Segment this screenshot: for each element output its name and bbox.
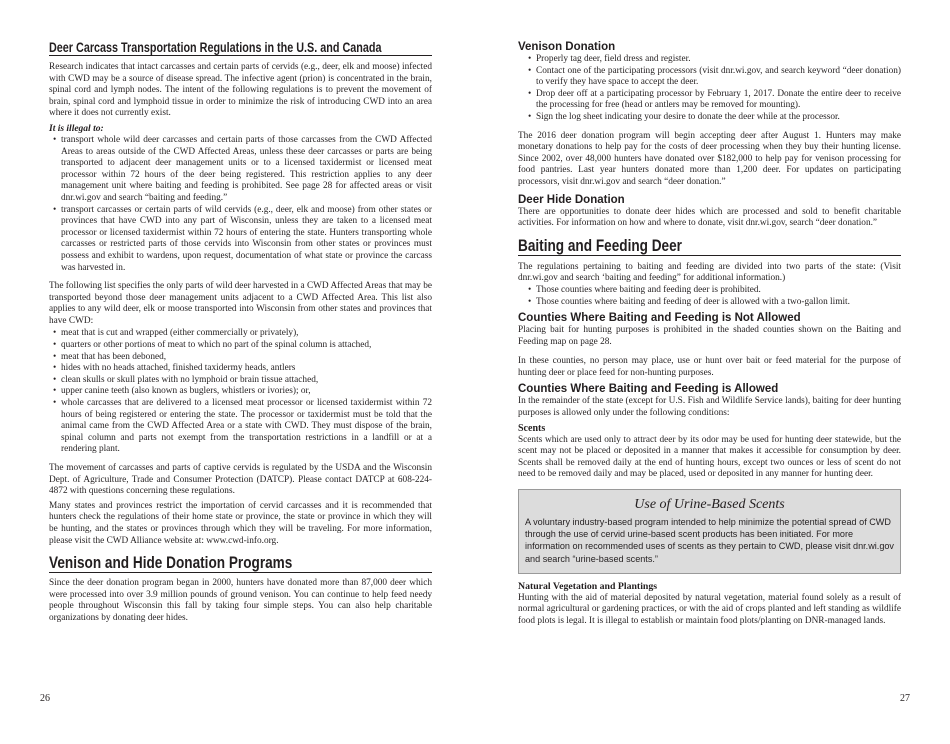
illegal-list <box>49 135 432 274</box>
venison-step: • Properly tag deer, field dress and register. <box>524 54 901 66</box>
illegal-item: • transport carcasses or certain parts of wild cervids (e.g., deer, elk and moose) from other states or provinces that have CWD into any part of Wisconsin, unless they are taken to a licensed meat processor or licensed taxidermist within 72 hours of entering the state. Hunters transporting whole carcasses or restricted parts of those cervids into Wisconsin from other states or provinces must possess and exhibit to wardens, upon request, documentation of what state or province the carcass was harvested in. <box>49 205 432 275</box>
right-page <box>518 40 901 628</box>
baiting-heading-wrap <box>518 236 901 256</box>
venison-paragraph: The 2016 deer donation program will begin accepting deer after August 1. Hunters may make monetary donations to help pay for the costs of deer processing when they buy their hunting license. Since 2002, over 48,000 hunters have donated over $182,000 to help pay for venison processing for food pantries. Last year hunters donated more than 1,200 deer. For updates on participating processors, visit dnr.wi.gov and search “deer donation.” <box>518 130 901 187</box>
carcass-heading-wrap <box>49 40 432 56</box>
urine-scents-box <box>518 489 901 574</box>
vegetation-heading: Natural Vegetation and Plantings <box>518 580 658 592</box>
baiting-item: • Those counties where baiting and feeding of deer is allowed with a two-gallon limit. <box>524 297 901 309</box>
parts-list <box>49 328 432 456</box>
parts-item: • whole carcasses that are delivered to a licensed meat processor or licensed taxidermist within 72 hours of being registered or entering the state. The processor or taxidermist must be told that the animal came from the CWD Affected Area or a state with CWD. They must dispose of the brain, spinal column and parts not exempt from the transportation restrictions in a landfill or at a rendering plant. <box>49 398 432 456</box>
states-paragraph: Many states and provinces restrict the importation of cervid carcasses and it is recommended that hunters check the regulations of their home state or province, the state or province in which they will be hunting, and the states or provinces through which they will be traveling. For more information, please visit the CWD Alliance website at: www.cwd-info.org. <box>49 500 432 546</box>
donation-heading: Venison and Hide Donation Programs <box>49 553 293 573</box>
baiting-paragraph: The regulations pertaining to baiting and feeding are divided into two parts of the state: (Visit dnr.wi.gov and search ‘baiting and feeding” for additional information.) <box>518 261 901 284</box>
illegal-item: • transport whole wild deer carcasses and certain parts of those carcasses from the CWD Affected Areas to areas outside of the CWD Affected Areas, unless these deer carcasses or parts are being transported to adjacent deer management units or to a licensed taxidermist or licensed meat processor within 72 hours of the deer being registered. This restriction applies to any deer management unit where baiting and feeding is prohibited. See page 28 for affected areas or visit dnr.wi.gov and search “baiting and feeding.” <box>49 135 432 205</box>
not-allowed-heading: Counties Where Baiting and Feeding is Not Allowed <box>518 312 801 325</box>
venison-step: • Contact one of the participating processors (visit dnr.wi.gov, and search keyword “deer donation) to verify they have space to accept the deer. <box>524 66 901 89</box>
urine-scents-paragraph: A voluntary industry-based program intended to help minimize the potential spread of CWD through the use of cervid urine-based scent products has been initiated. For more information on recommended uses of scents as they pertain to CWD, please visit dnr.wi.gov and search “urine-based scents.” <box>525 517 894 564</box>
urine-scents-title: Use of Urine-Based Scents <box>634 497 785 513</box>
donation-paragraph: Since the deer donation program began in 2000, hunters have donated more than 87,000 deer which were processed into over 3.9 million pounds of ground venison. You can continue to help feed needy people throughout Wisconsin this fall by taking four simple steps. You can also help charitable organizations by donating deer hides. <box>49 578 432 623</box>
not-allowed-paragraph-2: In these counties, no person may place, use or hunt over bait or feed material for the purpose of hunting deer or place feed for non-hunting purposes. <box>518 356 901 378</box>
carcass-heading: Deer Carcass Transportation Regulations in the U.S. and Canada <box>49 40 382 55</box>
venison-steps <box>524 54 901 124</box>
parts-item: • meat that is cut and wrapped (either commercially or privately), <box>49 328 432 340</box>
allowed-heading: Counties Where Baiting and Feeding is Allowed <box>518 383 779 396</box>
carcass-intro: Research indicates that intact carcasses and certain parts of cervids (e.g., deer, elk and moose) infected with CWD may be a source of disease spread. The infective agent (prion) is concentrated in the brain, spinal cord and lymph nodes. The intent of the following regulations is to prevent the movement of brain, spinal cord and lymphoid tissue in order to minimize the risk of introducing CWD into an area where it does not currently exist. <box>49 62 432 119</box>
baiting-heading: Baiting and Feeding Deer <box>518 235 682 255</box>
parts-item: • clean skulls or skull plates with no lymphoid or brain tissue attached, <box>49 375 432 387</box>
allowed-paragraph: In the remainder of the state (except for U.S. Fish and Wildlife Service lands), baiting for deer hunting purposes is allowed only under the following conditions: <box>518 396 901 419</box>
parts-item: • hides with no heads attached, finished taxidermy heads, antlers <box>49 363 432 375</box>
not-allowed-paragraph-1: Placing bait for hunting purposes is prohibited in the shaded counties shown on the Baiting and Feeding map on page 28. <box>518 325 901 347</box>
parts-list-intro: The following list specifies the only parts of wild deer harvested in a CWD Affected Areas that may be transported beyond those deer management units adjacent to a CWD Affected Area. This list also applies to any wild deer, elk or moose transported into Wisconsin from other states and provinces that have CWD: <box>49 281 432 326</box>
baiting-item: • Those counties where baiting and feeding deer is prohibited. <box>524 285 901 297</box>
vegetation-paragraph: Hunting with the aid of material deposited by natural vegetation, material found solely as a result of normal agricultural or gardening practices, or with the aid of crops planted and left standing as wildlife food plots is legal. It is illegal to establish or maintain food plots/planting on DNR-managed lands. <box>518 592 901 627</box>
venison-step: • Sign the log sheet indicating your desire to donate the deer while at the processor. <box>524 112 901 124</box>
scents-heading: Scents <box>518 422 546 434</box>
venison-step: • Drop deer off at a participating processor by February 1, 2017. Donate the entire deer to receive the processing for free (head or antlers may be removed for mounting). <box>524 89 901 112</box>
captive-paragraph: The movement of carcasses and parts of captive cervids is regulated by the USDA and the Wisconsin Dept. of Agriculture, Trade and Consumer Protection (DATCP). Please contact DATCP at 608-224-4872 with questions concerning these regulations. <box>49 463 432 497</box>
parts-item: • upper canine teeth (also known as buglers, whistlers or ivories); or, <box>49 386 432 398</box>
left-page <box>49 40 432 625</box>
scents-paragraph: Scents which are used only to attract deer by its odor may be used for hunting deer statewide, but the scent may not be placed or deposited in a manner that makes it accessible for consumption by deer. Scents shall be removed daily at the end of hunting hours, except two ounces or less of scent do not need to be removed daily and may be placed, used or deposited in any manner for hunting deer. <box>518 434 901 480</box>
hide-paragraph: There are opportunities to donate deer hides which are processed and sold to benefit charitable activities. For information on how and where to donate, visit dnr.wi.gov, search “deer donation.” <box>518 206 901 229</box>
parts-item: • meat that has been deboned, <box>49 352 432 364</box>
hide-heading: Deer Hide Donation <box>518 193 625 206</box>
page-number-left: 26 <box>40 693 50 704</box>
illegal-heading: It is illegal to: <box>49 123 104 134</box>
donation-heading-wrap <box>49 553 432 573</box>
baiting-list <box>524 285 901 308</box>
page-number-right: 27 <box>900 693 910 704</box>
venison-heading: Venison Donation <box>518 41 616 53</box>
parts-item: • quarters or other portions of meat to which no part of the spinal column is attached, <box>49 340 432 352</box>
